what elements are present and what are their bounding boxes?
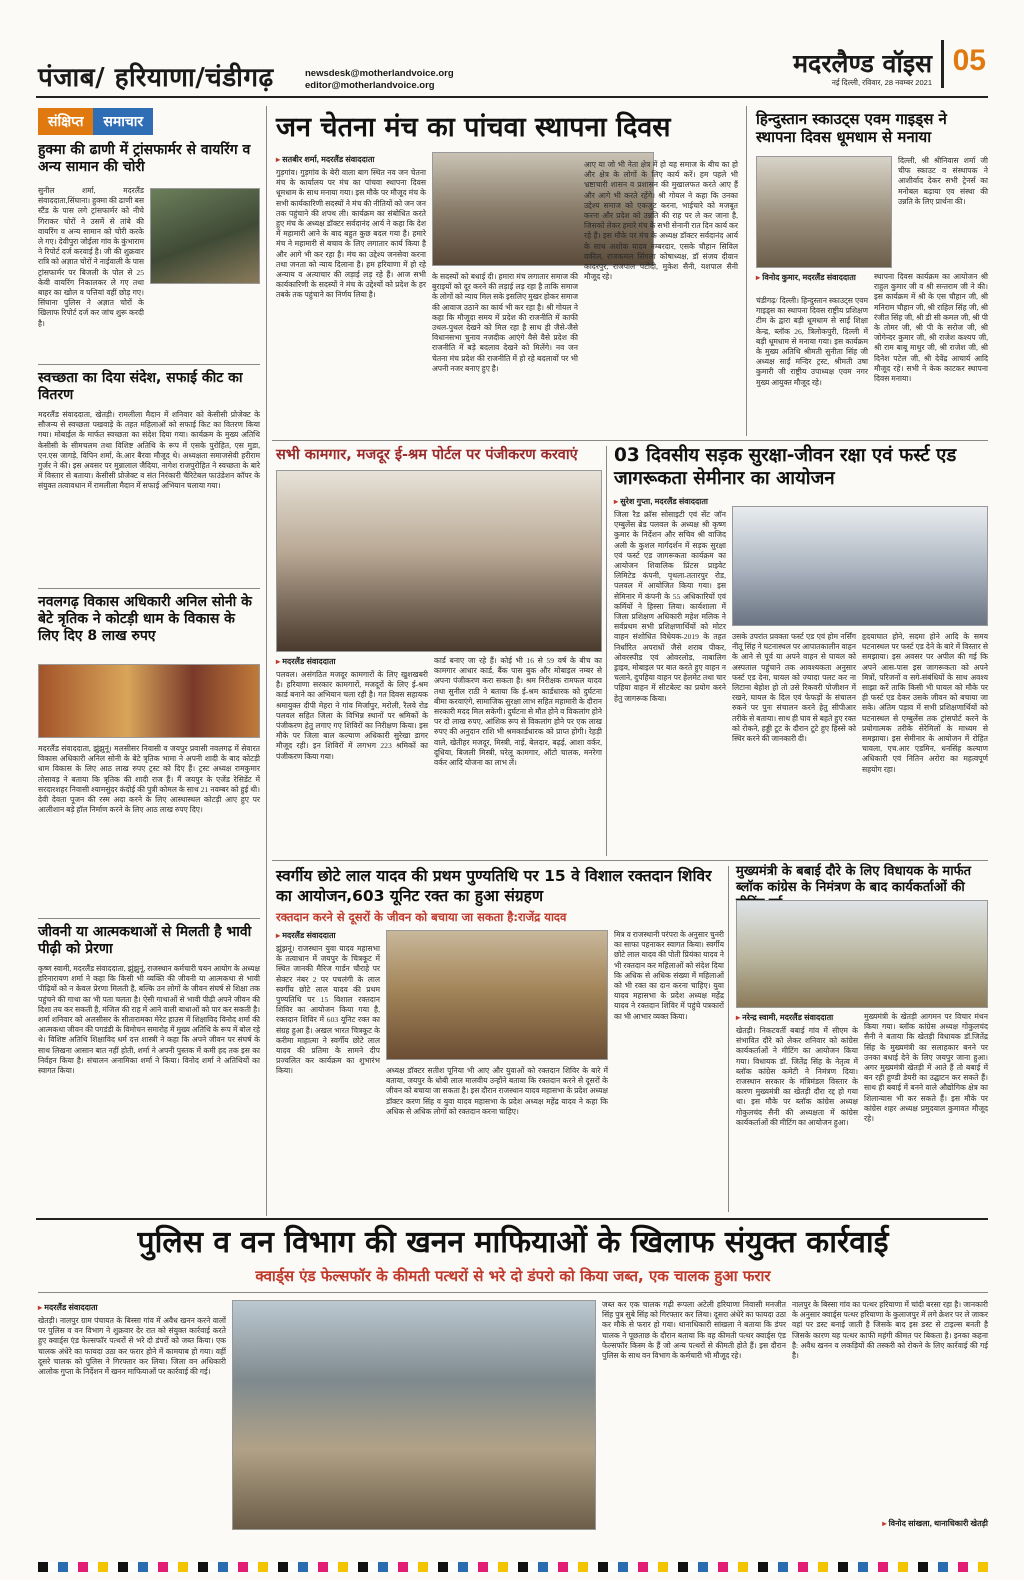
blood-headline: स्वर्गीय छोटे लाल यादव की प्रथम पुण्यतिथि पर 15 वे विशाल रक्तदान शिविर का आयोजन,603 यूनिट रक्त का हुआ संग्रहण	[276, 867, 712, 905]
eshram-byline: ▸ मदरलैंड संवाददाता	[276, 656, 336, 667]
registration-strip	[38, 1562, 988, 1572]
congress-photo	[736, 900, 988, 1008]
divider	[38, 364, 260, 365]
scouts-photo	[756, 156, 892, 268]
brief1-headline: हुक्मा की ढाणी में ट्रांसफार्मर से वायरिंग व अन्य सामान की चोरी	[38, 142, 251, 175]
blood-byline: ▸ मदरलैंड संवाददाता	[276, 930, 336, 941]
brief1-photo	[150, 188, 260, 284]
brief2-body: मदरलैंड संवाददाता, खेतड़ी। रामलीला मैदान में शनिवार को केसीसी प्रोजेक्ट के सौजन्य से स्वच्छता पखवाड़े के तहत महिलाओं को सफाई किट का वितरण किया गया। मोबाईल के मार्फत स्वच्छता का संदेश दिया गया। कार्यक्रम के मुख्य अतिथि केसीसी के सीमचलम तथा विशिष्ट अतिथि के रूप में एसके पुरोहित, एस मुडा, एन.एस जागड़े, विपिन शर्मा, के.आर बैरवा मौजूद थे। अध्यक्षता समाजसेवी हरीराम गुर्जर ने की। इस अवसर पर मुन्नालाल जैदिया, नागेश राजपुरोहित ने स्वच्छता के बारे में विस्तार से बताया। केसीसी प्रोजेक्ट व संत निरंकारी चैरिटेबल फाउंडेशन कॉपर के संयुक्त तत्वावधान में रामलीला मैदान में सफाई अभियान चलाया गया।	[38, 410, 260, 491]
eshram-col1: पलवल। असंगठित मजदूर कामगारों के लिए खुशखबरी है। हरियाणा सरकार कामगारों, मजदूरों के लिए ई-श्रम कार्ड बनाने का अभियान चला रही है। गत दिवस सहायक श्रमायुक्त दीपी मेहरा ने गांव मिर्जापुर, मरोली, रैलवे रोड पलवल सहित जिला के विभिन्न स्थानों पर श्रमिकों के पंजीकरण हेतु लगाए गए शिविरों का निरीक्षण किया। इस मौके पर जिला बाल कल्याण अधिकारी सुरेखा डागर मौजूद रही। इन शिविरों में लगभग 223 श्रमिकों का पंजीकरण किया गया।	[276, 670, 428, 761]
contact-emails	[305, 68, 454, 92]
road-safety-col3: हृदयाघात होने, सदमा होने आदि के समय घटनास्थल पर फर्स्ट एड देने के बारे में विस्तार से समझाया। इस अवसर पर अपील की गई कि अपने आस-पास इस जागरूकता को अपने मित्रों, परिजनों व सगे-संबंधियों के साथ अवश्य साझा करें ताकि किसी भी घायल को मौके पर ही फर्स्ट एड देकर उसके जीवन को बचाया जा सके। अंतिम पड़ाव में सभी प्रशिक्षणार्थियों को घटनास्थल से एम्बुलेंस तक ट्रांसपोर्ट करने के प्रयोगात्मक तरीके सेरेमिलों के माध्यम से समझाया। इस सेमीनार के आयोजन में रोहित चावला, एच.आर एडमिन, धनसिंह कल्याण अधिकारी एवं नितिन अरोरा का महत्वपूर्ण सहयोग रहा।	[862, 632, 988, 774]
blood-subhead: रक्तदान करने से दूसरों के जीवन को बचाया जा सकता है:राजेंद्र यादव	[276, 910, 567, 924]
road-safety-col2: उसके उपरांत प्रवक्ता फर्स्ट एड एवं होम नर्सिंग नीतू सिंह ने घटनास्थल पर आपातकालीन वाहन के आने से पूर्व या अपने वाहन से घायल को अस्पताल पहुंचाने तक आवश्यकता अनुसार फर्स्ट एड देना, घायल को ज्यादा पलट कर ना लिटाना बेहोश हो तो उसे रिकवरी पोजीशन में रखने, घायल के दिल एवं फेफड़ों के संचालन रुकने पर पुनः संचालन करने हेतु सीपीआर तरीके से बताया। साथ ही घाव से बहते हुए रक्त को रोकने, हड्डी टूट के दौरान टूटे हुए हिस्से को स्थिर करने की जानकारी दी।	[732, 632, 856, 744]
page-number: 05	[952, 44, 986, 77]
brief1-body: सुनील शर्मा, मदरलैंड संवाददाता,सिंघाना। हुक्मा की ढाणी बस स्टैंड के पास लगे ट्रांसफार्मर को नीचे गिराकर चोरों ने उसमें से तांबे की वायरिंग व अन्य सामान को चोरी करके ले गए। देवीपुरा जोईला गांव के कुंभाराम ने रिपोर्ट दर्ज करवाई है। जी की शुक्रवार रात्रि को अज्ञात चोरों ने नाईवाली के पास ट्रांसफार्मर पर बिजली के पोल से 25 केवी वायरिंग निकालकर ले गए तथा बाहर का खोल व पत्तियां वहीं छोड़ गए। सिंघाना पुलिस ने अज्ञात चोरों के खिलाफ रिपोर्ट दर्ज कर जांच शुरू करदी है।	[38, 186, 144, 328]
road-safety-byline: ▸ सुरेश गुप्ता, मदरलैंड संवाददाता	[614, 496, 708, 507]
mining-headline: पुलिस व वन विभाग की खनन माफियाओं के खिलाफ संयुक्त कार्रवाई	[137, 1225, 889, 1260]
section-title: पंजाब/ हरियाणा/चंडीगढ़	[38, 63, 274, 93]
scouts-col2: स्थापना दिवस कार्यक्रम का आयोजन श्री राहुल कुमार जी व श्री सन्तराम जी ने की। इस कार्यक्रम में श्री के एस चौहान जी, श्री मनिराम चौहान जी, श्री राहिल सिंह जी, श्री रंजीत सिंह जी, श्री डी सी कमल जी, श्री पी के तोमर जी, श्री पी के सरोज जी, श्री जोगेन्दर कुमार जी, श्री राजेश कश्यप जी, श्री राम बाबू माथुर जी, श्री राजेश जी, श्री दिनेश पटेल जी, श्री देवेंद्र आचार्य आदि मौजूद रहे। सभी ने केक काटकर स्थापना दिवस मनाया।	[874, 272, 988, 384]
issue-date: नई दिल्ली, रविवार, 28 नवम्बर 2021	[831, 78, 932, 87]
road-safety-headline: 03 दिवसीय सड़क सुरक्षा-जीवन रक्षा एवं फर्स्ट एड जागरूकता सेमीनार का आयोजन	[614, 445, 957, 489]
eshram-col2: कार्ड बनाए जा रहे हैं। कोई भी 16 से 59 वर्ष के बीच का कामगार आधार कार्ड, बैंक पास बुक और मोबाइल नम्बर से अपना पंजीकरण करा सकता है। श्रम निरीक्षक रामफल यादव तथा सुनील राठी ने बताया कि ई-श्रम कार्डधारक को दुर्घटना बीमा करवाएंगे, सामाजिक सुरक्षा लाभ सहित महामारी के दौरान सरकारी मदद मिल सकेगी। दुर्घटना से मौत होने व विकलांग होने पर दो लाख रुपए, आंशिक रूप से विकलांग होने पर एक लाख रुपए की अनुदान राशि भी श्रमकार्डधारक को प्राप्त होगी। रेहड़ी वाले, खेतीहर मजदूर, मिस्त्री, नाई, बेलदार, बढ़ई, आशा वर्कर, दूधिया, बिजली मिस्त्री, घरेलू कामगार, ऑटो चालक, मनरेगा वर्कर आदि योजना का लाभ लें।	[434, 656, 602, 768]
mining-col3: नालपुर के बिस्सा गांव का पत्थर हरियाणा में चांदी बरसा रहा है। जानकारी के अनुसार क्वार्ड्स पत्थर हरियाणा के कुलाजपुर में लगे क्रेशर पर ले जाकर वहां पर डस्ट बनाई जाती है जिसके बाद इस डस्ट से टाइल्स बनती है जिसके कारण यह पत्थर काफी महंगी कीमत पर बिकता है। इनका कहना है: अवैध खनन व लकड़ियों की तस्करी को रोकने के लिए कार्रवाई की गई है।	[792, 1300, 988, 1361]
email-newsdesk[interactable]: newsdesk@motherlandvoice.org	[305, 68, 454, 79]
mining-photo	[232, 1300, 596, 1530]
scouts-side-text: दिल्ली, श्री श्रीनिवास शर्मा जी चीफ स्काउट व संस्थापक ने आशीर्वाद देकर सभी ट्रेनर्स का मनोबल बढ़ाया एव संस्था की उन्नति के लिए प्रार्थना की।	[898, 156, 988, 206]
brief-badge-right: समाचार	[93, 108, 153, 135]
blood-photo	[386, 930, 608, 1060]
blood-col3: मित्र व राजस्थानी परंपरा के अनुसार चुनरी का साफा पहनाकर स्वागत किया। स्वर्गीय छोटे लाल यादव की पोती प्रियंका यादव ने भी रक्तदान कर महिलाओं को संदेश दिया कि अधिक से अधिक संख्या में महिलाओं को भी रक्त का दान करना चाहिए। युवा यादव महासभा के प्रदेश अध्यक्ष महेंद्र यादव ने रक्तदान शिविर में पहुंचे पत्रकारों का भी आभार व्यक्त किया।	[614, 930, 724, 1021]
jan-chetna-col2: के सदस्यों को बधाई दी। हमारा मंच लगातार समाज की बुराइयों को दूर करने की लड़ाई लड़ रहा है ताकि समाज के लोगों को न्याय मिल सके इसलिए मुखर होकर समाज की आवाज उठाने का कार्य भी कर रहा है। श्री गोयल ने कहा कि मौजूदा समय में प्रदेश की राजनीति में काफी उथल-पुथल देखने को मिल रहा है साथ ही जैसे-जैसे विधानसभा चुनाव नजदीक आएंगे वैसे वैसे प्रदेश की राजनीति में बड़े बदलाव देखने को मिलेंगे। नव जन चेतना मंच प्रदेश की राजनीति में हो रहे बदलावों पर भी अपनी नजर बनाए हुए है।	[432, 272, 578, 373]
jan-chetna-headline: जन चेतना मंच का पांचवा स्थापना दिवस	[276, 112, 671, 143]
divider	[272, 440, 988, 441]
scouts-byline: ▸ विनोद कुमार, मदरलैंड संवाददाता	[756, 272, 892, 283]
road-safety-col1: जिला रैड क्रॉस सोसाइटी एवं सेंट जॉन एम्बुलेंस ब्रेड पलवल के अध्यक्ष श्री कृष्ण कुमार के निर्देशन और सचिव श्री वाजिद अली के कुशल मार्गदर्शन में सड़क सुरक्षा एवं फर्स्ट एड जागरूकता कार्यक्रम का आयोजन शिवालिक प्रिंटस प्राइवेट लिमिटेड कंपनी, पृथला-ततारपुर रोड, पलवल में आयोजित किया गया। इस सेमिनार में कंपनी के 55 अधिकारियों एवं कर्मियों ने हिस्सा लिया। कार्यशाला में जिला प्रशिक्षण अधिकारी महेश मलिक ने सर्वप्रथम सभी प्रशिक्षणार्थियों को मोटर वाहन संशोधित विधेयक-2019 के तहत निर्धारित अपराधों जैसे शराब पीकर, ओवरस्पीड एवं ओवरलोड, नाबालिग ड्राइव, मोबाइल पर बात करते हुए वाहन न चलाने, दुपहिया वाहन पर हेलमेट तथा चार पहिया वाहन में सीटबेल्ट का प्रयोग करने हेतु जागरूक किया।	[614, 510, 726, 703]
brief3-headline: नवलगढ़ विकास अधिकारी अनिल सोनी के बेटे त्रृतिक ने कोटड़ी धाम के विकास के लिए दिए 8 लाख रुपए	[38, 594, 252, 644]
jan-chetna-col1: गुड़गांव। गुड़गांव के बेरी वाला बाग स्थित नव जन चेतना मंच के कार्यालय पर मंच का पांचवा स्थापना दिवस धूमधाम के साथ मनाया गया। इस मौके पर मौजूद मंच के सभी कार्यकारिणी सदस्यों ने मंच की नीतियों को जन जन तक पहुंचाने की शपथ ली। कार्यक्रम का संबोधित करते हुए मंच के अध्यक्ष डॉक्टर सर्वदानंद आर्य ने कहा कि देश में महामारी आने के बाद बहुत कुछ बदल गया है। हमारे मंच ने महामारी से बचाव के लिए लगातार कार्य किया है और आगे भी कर रहा है। मंच का उद्देश्य जनसेवा करना तथा जनता को न्याय दिलाना है। हम हरियाणा में हो रहे अन्याय व अत्याचार की लड़ाई लड़ रहे हैं। आज सभी कार्यकारिणी के सदस्यों ने मंच के उद्देश्यों को प्रदेश के हर तबके तक पहुंचाने का निर्णय लिया है।	[276, 168, 426, 300]
eshram-headline: सभी कामगार, मजदूर ई-श्रम पोर्टल पर पंजीकरण करवाएं	[276, 447, 578, 463]
road-safety-photo	[732, 506, 988, 626]
brief4-body: कृष्ण स्वामी, मदरलैंड संवाददाता, झुंझुनूं, राजस्थान कर्मचारी चयन आयोग के अध्यक्ष हरिनारायण शर्मा ने कहा कि किसी भी व्यक्ति की जीवनी या आत्मकथा से भावी पीढ़ियों को न केवल प्रेरणा मिलती है, बल्कि उन लोगों के जीवन संघर्ष से शिक्षा तक पहुंचने की गाथा का भी पता चलता है। ऐसी गाथाओं से भावी पीढ़ी अपने जीवन की दिशा तय कर सकती है, मंजिल की राह में आने वाली बाधाओं को पार कर सकती है। शर्मा शनिवार को अलसीसर के सीतारामका मेरेट हाउस में शिक्षाविद विनोद शर्मा की आत्मकथा जीवन की पगडंडी के विमोचन समारोह में मुख्य अतिथि के रूप में बोल रहे थे। विशिष्ट अतिथि शिक्षाविद धर्म दत्त शास्त्री ने कहा कि अपने जीवन पर संघर्ष के साथ लिखना आसान बात नहीं होती, शर्मा ने अपनी पुस्तक में कमी हद तक इस का निर्वहन किया है। संचालन अनामिका शर्मा ने किया। विनोद शर्मा ने अतिथियों का स्वागत किया।	[38, 964, 260, 1076]
brief3-photo	[38, 664, 260, 738]
column-divider	[746, 106, 747, 436]
mining-subhead: क्वार्ड्स एंड फेल्सफॉर के कीमती पत्थरों से भरे दो डंपरो को किया जब्त, एक चालक हुआ फरार	[255, 1267, 771, 1285]
divider	[38, 1292, 988, 1293]
brief3-body: मदरलैंड संवाददाता, झुंझुनूं। मलसीसर निवासी व जयपुर प्रवासी नवलगढ़ में सेवारत विकास अधिकारी अनिल सोनी के बेटे त्रृतिक भामा ने अपनी शादी के बाद कोटड़ी धाम विकास के लिए आठ लाख रुपए ट्रस्ट को दिए हैं। ट्रस्ट अध्यक्ष रामकुमार तोसावड़ ने बताया कि त्रृतिक की शादी राज हैं। मैं जयपुर के एजेंड रेसिडेंट में सरदारशहर निवासी श्यामसुंदर कंदोई की पुत्री कोमल के साथ 21 नवम्बर को हुई थी। देवी देवता पूजन की रस्म अदा करने के लिए आस्थास्थल कोटड़ी आए हुए पर आलीशान बड़े हॉल निर्माण करने के लिए आठ लाख रुपए दिए।	[38, 744, 260, 815]
blood-col2: अध्यक्ष डॉक्टर सतीश पूनिया भी आए और युवाओं को रक्तदान शिविर के बारे में बताया, जयपुर के धोबी लाल मालवीय उन्होंने बताया कि रक्तदान करने से दूसरों के जीवन को बचाया जा सकता है। इस दौरान राजस्थान यादव महासभा के प्रदेश अध्यक्ष डॉक्टर करण सिंह व युवा यादव महासभा के प्रदेश अध्यक्ष महेंद्र यादव ने कहा कि अधिक से अधिक लोगों को रक्तदान करना चाहिए।	[386, 1066, 608, 1116]
eshram-photo	[276, 470, 602, 652]
divider	[38, 918, 260, 919]
scouts-col1: चंडीगढ़/ दिल्ली। हिन्दुस्तान स्काउट्स एवम गाइड्स का स्थापना दिवस राष्ट्रीय प्रशिक्षण टीम के द्वारा बड़ी धूमधाम से साईं शिक्षा केन्द्र, ब्लॉक 26, त्रिलोकपुरी, दिल्ली में बड़ी धूमधाम से मनाया गया। इस कार्यक्रम के मुख्य अतिथि श्रीमती सुनीता सिंह जी अध्यक्ष साईं मन्दिर ट्रस्ट, श्रीमती उषा कुमारी जी राष्ट्रीय उपाध्यक्ष एवम नगर मुख्य आयुक्त मौजूद रहे।	[756, 296, 868, 387]
divider	[272, 860, 988, 861]
column-divider	[728, 866, 729, 1212]
column-divider	[606, 446, 607, 856]
congress-col1: खेतड़ी। निकटवर्ती बबाई गांव में सीएम के संभावित दौरे को लेकर शनिवार को कांग्रेस कार्यकर्ताओं ने मीटिंग का आयोजन किया गया। विधायक डॉ. जितेंद्र सिंह के नेतृत्व में ब्लॉक कांग्रेस कमेटी ने निमंत्रण दिया। राजस्थान सरकार के मंत्रिमंडल विस्तार के कारण मुख्यमंत्री का खेतड़ी दौरा रद्द हो गया था। इस मौके पर ब्लॉक कांग्रेस अध्यक्ष गोकुलचंद सैनी की अध्यक्षता में कांग्रेस कार्यकर्ताओं की मीटिंग का आयोजन हुआ।	[736, 1026, 858, 1127]
congress-byline: ▸ नरेन्द्र स्वामी, मदरलैंड संवाददाता	[736, 1012, 833, 1023]
scouts-headline: हिन्दुस्तान स्काउट्स एवम गाइड्स ने स्थापना दिवस धूमधाम से मनाया	[756, 110, 947, 146]
jan-chetna-col3: आए या जो भी नेता क्षेत्र में हो यह समाज के बीच का हो और क्षेत्र के लोगों के लिए कार्य करें। हम पहले भी भ्रष्टाचारी शासन व प्रशासन की मुखालफत करते आए हैं और आगे भी करते रहेंगे। श्री गोयल ने कहा कि उनका उद्देश्य समाज को एकजुट करना, भाईचारे को मजबूत करना और प्रदेश को उन्नति की राह पर ले कर जाना है, जिसको लेकर हमारे मंच के सभी सेनानी रात दिन कार्य कर रहे हैं। इस मौके पर मंच के अध्यक्ष डॉक्टर सर्वदानंद आर्य के साथ अशोक यादव नम्बरदार, एसके चौहान सिविल वकील, राजकमल सिंगला कोषाध्यक्ष, डॉ संजय दीवान कादरपुर, राजपाल पटोदी, मुकेश सैनी, यशपाल सैनी मौजूद रहे।	[584, 160, 738, 282]
blood-col1: झुंझनूं। राजस्थान युवा यादव महासभा के तत्वाधान में जयपुर के चित्रकूट में स्थित जानकी मैरिज गार्डन चौराहे पर सेक्टर नंबर 2 पर पचलंगी के लाल स्वर्गीय छोटे लाल यादव की प्रथम पुण्यतिथि पर 15 विशाल रक्तदान शिविर का आयोजन किया गया है, रक्तदान शिविर में 603 यूनिट रक्त का संग्रह हुआ है। अखल भारत चित्रकूट के करीमा माहात्मा ने स्वर्गीय छोटे लाल यादव की प्रतिमा के सामने दीप प्रज्वलित कर कार्यक्रम का शुभारंभ किया।	[276, 944, 380, 1076]
mining-col1: खेतड़ी। नालपुर ग्राम पंचायत के बिस्सा गांव में अवैध खनन करने वालों पर पुलिस व वन विभाग ने शुक्रवार देर रात को संयुक्त कार्रवाई करते हुए क्वार्ड्स एंड फेल्सफॉर पत्थरों से भरे दो डंपरों को जब्त किया। एक चालक अंधेरे का फायदा उठा कर फरार होने में कामयाब हो गया। वहीं दूसरे चालक को पुलिस ने गिरफ्तार कर लिया। जिला वन अधिकारी आलोक गुप्ता के निर्देशन में खनन माफियाओं पर कार्रवाई की गई।	[38, 1316, 226, 1377]
brief-badge	[38, 108, 153, 135]
email-editor[interactable]: editor@motherlandvoice.org	[305, 80, 435, 91]
mining-signoff: ▸ विनोद सांखला, थानाधिकारी खेतड़ी	[792, 1518, 988, 1529]
brief-badge-left: संक्षिप्त	[38, 108, 93, 135]
mining-col2: जब्त कर एक चालक गढ़ी रूपला अटेली हरियाणा निवासी मनजीत सिंह पुत्र सुबे सिंह को गिरफ्तार कर लिया। दूसरा अंधेरे का फायदा उठा कर मौके से फरार हो गया। थानाधिकारी सांखला ने बताया कि डंपर चालक ने पूछताछ के दौरान बताया कि वह कीमती पत्थर क्वार्ड्स एंड फेल्सफॉर किस्म के हैं जो अन्य पत्थरों से कीमती होते हैं। इस दौरान पुलिस के साथ वन विभाग के कर्मचारी भी मौजूद रहे।	[602, 1300, 786, 1361]
divider	[38, 588, 260, 589]
header-divider	[941, 40, 944, 88]
brief4-headline: जीवनी या आत्मकथाओं से मिलती है भावी पीढ़ी को प्रेरणा	[38, 924, 252, 957]
brand-name: मदरलैण्ड वॉइस	[793, 49, 932, 78]
brief2-headline: स्वच्छता का दिया संदेश, सफाई कीट का वितरण	[38, 370, 243, 403]
column-divider	[266, 106, 267, 1216]
section-rule	[36, 1218, 988, 1220]
header-rule	[36, 96, 988, 98]
mining-byline: ▸ मदरलैंड संवाददाता	[38, 1302, 98, 1313]
jan-chetna-byline: ▸ सतबीर शर्मा, मदरलैंड संवाददाता	[276, 154, 374, 165]
congress-col2: मुख्यमंत्री के खेतड़ी आगमन पर विचार मंथन किया गया। ब्लॉक कांग्रेस अध्यक्ष गोकुलचंद सैनी ने बताया कि खेतड़ी विधायक डॉ.जितेंद्र सिंह के मुख्यमंत्री का सलाहकार बनने पर उनका बधाई देने के लिए जयपुर जाना हुआ। अगर मुख्यमंत्री खेतड़ी में आते हैं तो बबाई में बन रही हुण्डी डेयरी का उद्घाटन कर सकते हैं। साथ ही बबाई में बनने वाले औद्योगिक क्षेत्र का शिलान्यास भी कर सकते हैं। इस मौके पर कांग्रेस शहर अध्यक्ष प्रमुदयाल कुमावत मौजूद रहे।	[864, 1012, 988, 1124]
congress-headline: मुख्यमंत्री के बबाई दौरे के लिए विधायक के मार्फत ब्लॉक कांग्रेस के निमंत्रण के बाद कार्यकर्ताओं की	[736, 864, 972, 895]
